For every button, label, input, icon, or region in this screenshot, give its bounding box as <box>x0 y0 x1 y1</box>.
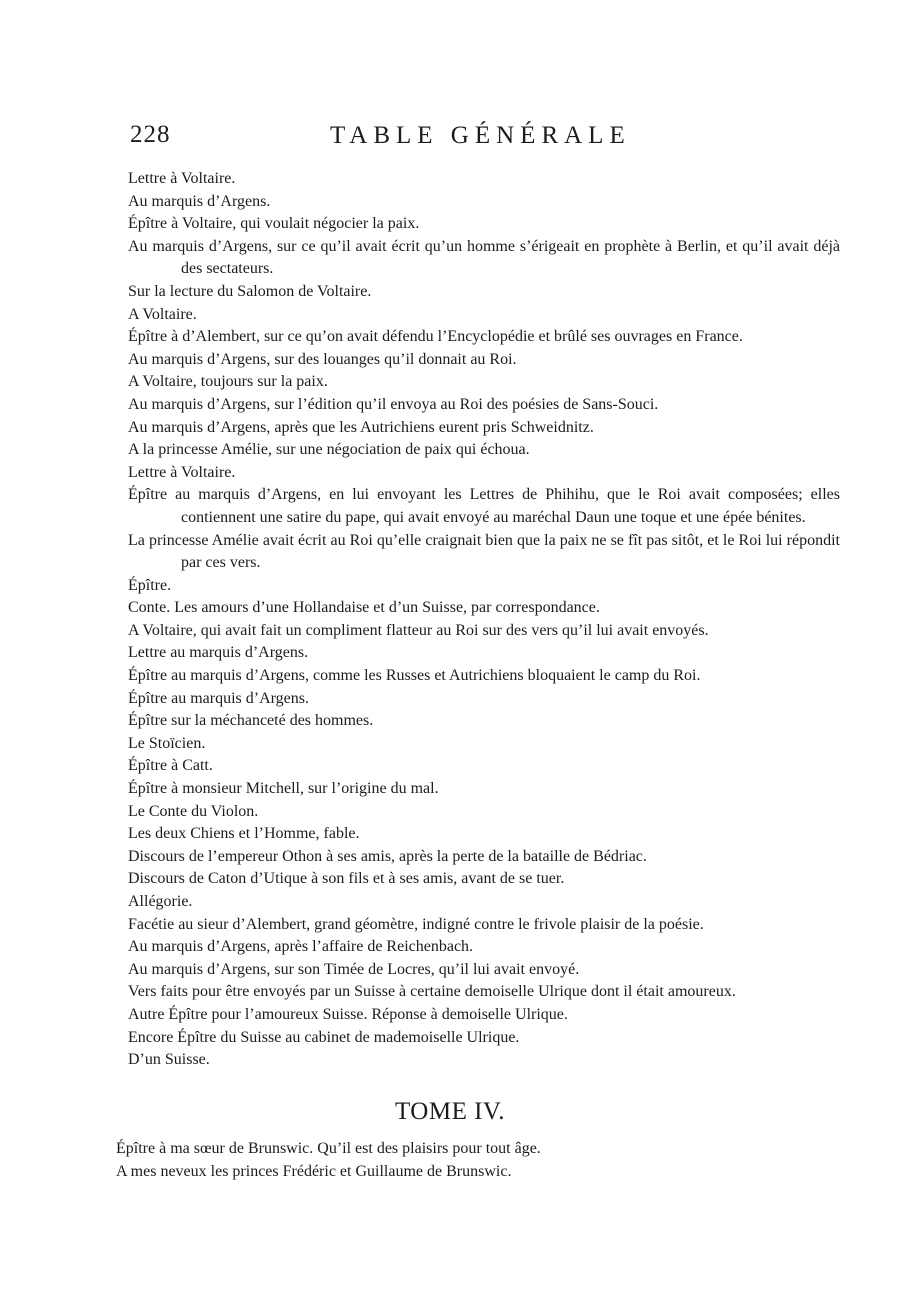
toc-entry: Conte. Les amours d’une Hollandaise et d’un Suisse, par correspondance. <box>128 599 600 617</box>
toc-entry: Le Stoïcien. <box>128 734 206 752</box>
toc-entry: Au marquis d’Argens, sur ce qu’il avait écrit qu’un homme s’érigeait en prophète à Berlin, et qu’il avait déjà des sectateurs. <box>128 237 840 278</box>
toc-entry: A Voltaire, qui avait fait un compliment flatteur au Roi sur des vers qu’il lui avait envoyés. <box>128 621 709 639</box>
toc-entry: Épître au marquis d’Argens, en lui envoyant les Lettres de Phihihu, que le Roi avait composées; elles contiennent une satire du pape, qui avait envoyé au maréchal Daun une toque et une épée bénites. <box>128 486 840 526</box>
toc-entry: Facétie au sieur d’Alembert, grand géomètre, indigné contre le frivole plaisir de la poésie. <box>128 915 704 933</box>
toc-entry: Épître à Voltaire, qui voulait négocier la paix. <box>128 215 420 233</box>
toc-entry: Au marquis d’Argens, sur des louanges qu’il donnait au Roi. <box>128 350 517 368</box>
page-number: 228 <box>130 121 171 148</box>
table-of-contents-list-tome-iv <box>116 1138 840 1183</box>
toc-entry: Au marquis d’Argens, après l’affaire de Reichenbach. <box>128 938 474 956</box>
toc-entry: Au marquis d’Argens, sur l’édition qu’il envoya au Roi des poésies de Sans-Souci. <box>128 395 659 413</box>
toc-entry: Épître à d’Alembert, sur ce qu’on avait défendu l’Encyclopédie et brûlé ses ouvrages en France. <box>128 328 743 346</box>
toc-entry: Discours de Caton d’Utique à son fils et à ses amis, avant de se tuer. <box>128 870 565 888</box>
toc-entry: Au marquis d’Argens, sur son Timée de Locres, qu’il lui avait envoyé. <box>128 960 580 978</box>
toc-entry: Épître à ma sœur de Brunswic. Qu’il est des plaisirs pour tout âge. <box>116 1140 541 1157</box>
toc-entry: La princesse Amélie avait écrit au Roi qu’elle craignait bien que la paix ne se fît pas sitôt, et le Roi lui répondit par ces vers. <box>128 531 840 572</box>
running-head: TABLE GÉNÉRALE <box>330 122 631 149</box>
toc-entry: Le Conte du Violon. <box>128 802 259 820</box>
toc-entry: Lettre à Voltaire. <box>128 463 236 481</box>
toc-entry: A Voltaire. <box>128 305 197 323</box>
toc-entry: Épître au marquis d’Argens, comme les Russes et Autrichiens bloquaient le camp du Roi. <box>128 667 701 685</box>
toc-entry: Épître à Catt. <box>128 757 213 775</box>
toc-entry: Épître à monsieur Mitchell, sur l’origine du mal. <box>128 780 439 798</box>
volume-heading: TOME IV. <box>394 1098 506 1125</box>
toc-entry: Épître sur la méchanceté des hommes. <box>128 712 374 730</box>
toc-entry: A Voltaire, toujours sur la paix. <box>128 373 328 391</box>
toc-entry: Sur la lecture du Salomon de Voltaire. <box>128 282 372 300</box>
toc-entry: A la princesse Amélie, sur une négociation de paix qui échoua. <box>128 441 530 459</box>
toc-entry: Au marquis d’Argens. <box>128 192 271 210</box>
toc-entry: A mes neveux les princes Frédéric et Guillaume de Brunswic. <box>116 1162 512 1180</box>
toc-entry: Encore Épître du Suisse au cabinet de mademoiselle Ulrique. <box>128 1028 520 1046</box>
toc-entry: Allégorie. <box>128 893 193 910</box>
toc-entry: Lettre à Voltaire. <box>128 170 236 187</box>
toc-entry: Au marquis d’Argens, après que les Autrichiens eurent pris Schweidnitz. <box>128 418 594 436</box>
toc-entry: Les deux Chiens et l’Homme, fable. <box>128 825 360 843</box>
toc-entry: Épître. <box>128 576 172 594</box>
table-of-contents-list <box>128 168 840 1072</box>
toc-entry: Lettre au marquis d’Argens. <box>128 644 309 662</box>
toc-entry: D’un Suisse. <box>128 1051 210 1069</box>
toc-entry: Discours de l’empereur Othon à ses amis, après la perte de la bataille de Bédriac. <box>128 847 647 865</box>
toc-entry: Épître au marquis d’Argens. <box>128 689 309 707</box>
toc-entry: Vers faits pour être envoyés par un Suisse à certaine demoiselle Ulrique dont il était amoureux. <box>128 983 736 1001</box>
toc-entry: Autre Épître pour l’amoureux Suisse. Réponse à demoiselle Ulrique. <box>128 1005 568 1023</box>
